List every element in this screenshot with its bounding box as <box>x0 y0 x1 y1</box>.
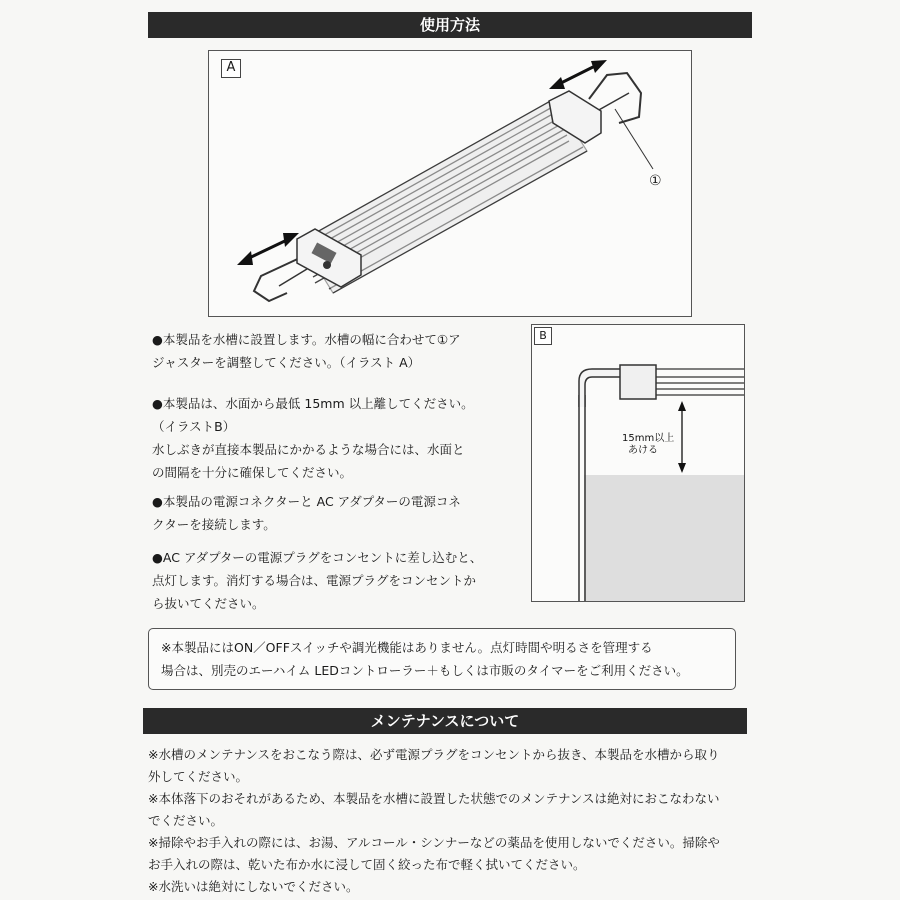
maintenance-line-7: ※水洗いは絶対にしないでください。 <box>148 879 359 894</box>
mounting-height-drawing <box>532 325 744 601</box>
maintenance-text <box>148 744 758 898</box>
maintenance-line-4: でください。 <box>148 813 224 828</box>
instruction-power-line-1: ●AC アダプターの電源プラグをコンセントに差し込むと、 <box>152 550 483 565</box>
maintenance-line-5: ※掃除やお手入れの際には、お湯、アルコール・シンナーなどの薬品を使用しないでください。掃除や <box>148 835 720 850</box>
instruction-install-line-1: ●本製品を水槽に設置します。水槽の幅に合わせて①ア <box>152 332 461 347</box>
gap-dimension-label: 15mm以上 <box>622 433 675 444</box>
instruction-install <box>152 328 512 374</box>
gap-dimension-note: あける <box>628 445 658 456</box>
instruction-install-line-2: ジャスターを調整してください。（イラスト A） <box>152 355 421 370</box>
usage-section-header: 使用方法 <box>148 12 752 38</box>
illustration-a-panel <box>208 50 692 317</box>
maintenance-line-3: ※本体落下のおそれがあるため、本製品を水槽に設置した状態でのメンテナンスは絶対におこなわない <box>148 791 720 806</box>
instruction-clearance <box>152 392 512 484</box>
instruction-power-line-3: ら抜いてください。 <box>152 596 265 611</box>
maintenance-line-6: お手入れの際は、乾いた布か水に浸して固く絞った布で軽く拭いてください。 <box>148 857 586 872</box>
instruction-clearance-line-2: （イラストB） <box>152 419 236 434</box>
instruction-clearance-line-4: の間隔を十分に確保してください。 <box>152 465 353 480</box>
maintenance-line-2: 外してください。 <box>148 769 249 784</box>
note-line-1: ※本製品にはON／OFFスイッチや調光機能はありません。点灯時間や明るさを管理する <box>161 640 653 655</box>
note-line-2: 場合は、別売のエーハイム LEDコントローラー＋もしくは市販のタイマーをご利用ください。 <box>161 663 689 678</box>
note-box <box>148 628 736 690</box>
instruction-clearance-line-3: 水しぶきが直接本製品にかかるような場合には、水面と <box>152 442 465 457</box>
illustration-b-panel <box>531 324 745 602</box>
instruction-power <box>152 546 512 615</box>
instruction-power-line-2: 点灯します。消灯する場合は、電源プラグをコンセントか <box>152 573 477 588</box>
led-light-drawing <box>209 51 691 316</box>
illustration-a-label: A <box>221 59 241 78</box>
instruction-connect <box>152 490 512 536</box>
illustration-b-label: B <box>534 327 552 345</box>
instruction-connect-line-2: クターを接続します。 <box>152 517 276 532</box>
maintenance-section-header: メンテナンスについて <box>143 708 747 734</box>
instruction-connect-line-1: ●本製品の電源コネクターと AC アダプターの電源コネ <box>152 494 461 509</box>
instruction-clearance-line-1: ●本製品は、水面から最低 15mm 以上離してください。 <box>152 396 474 411</box>
maintenance-line-1: ※水槽のメンテナンスをおこなう際は、必ず電源プラグをコンセントから抜き、本製品を水槽から取り <box>148 747 720 762</box>
adjuster-callout: ① <box>649 173 662 189</box>
